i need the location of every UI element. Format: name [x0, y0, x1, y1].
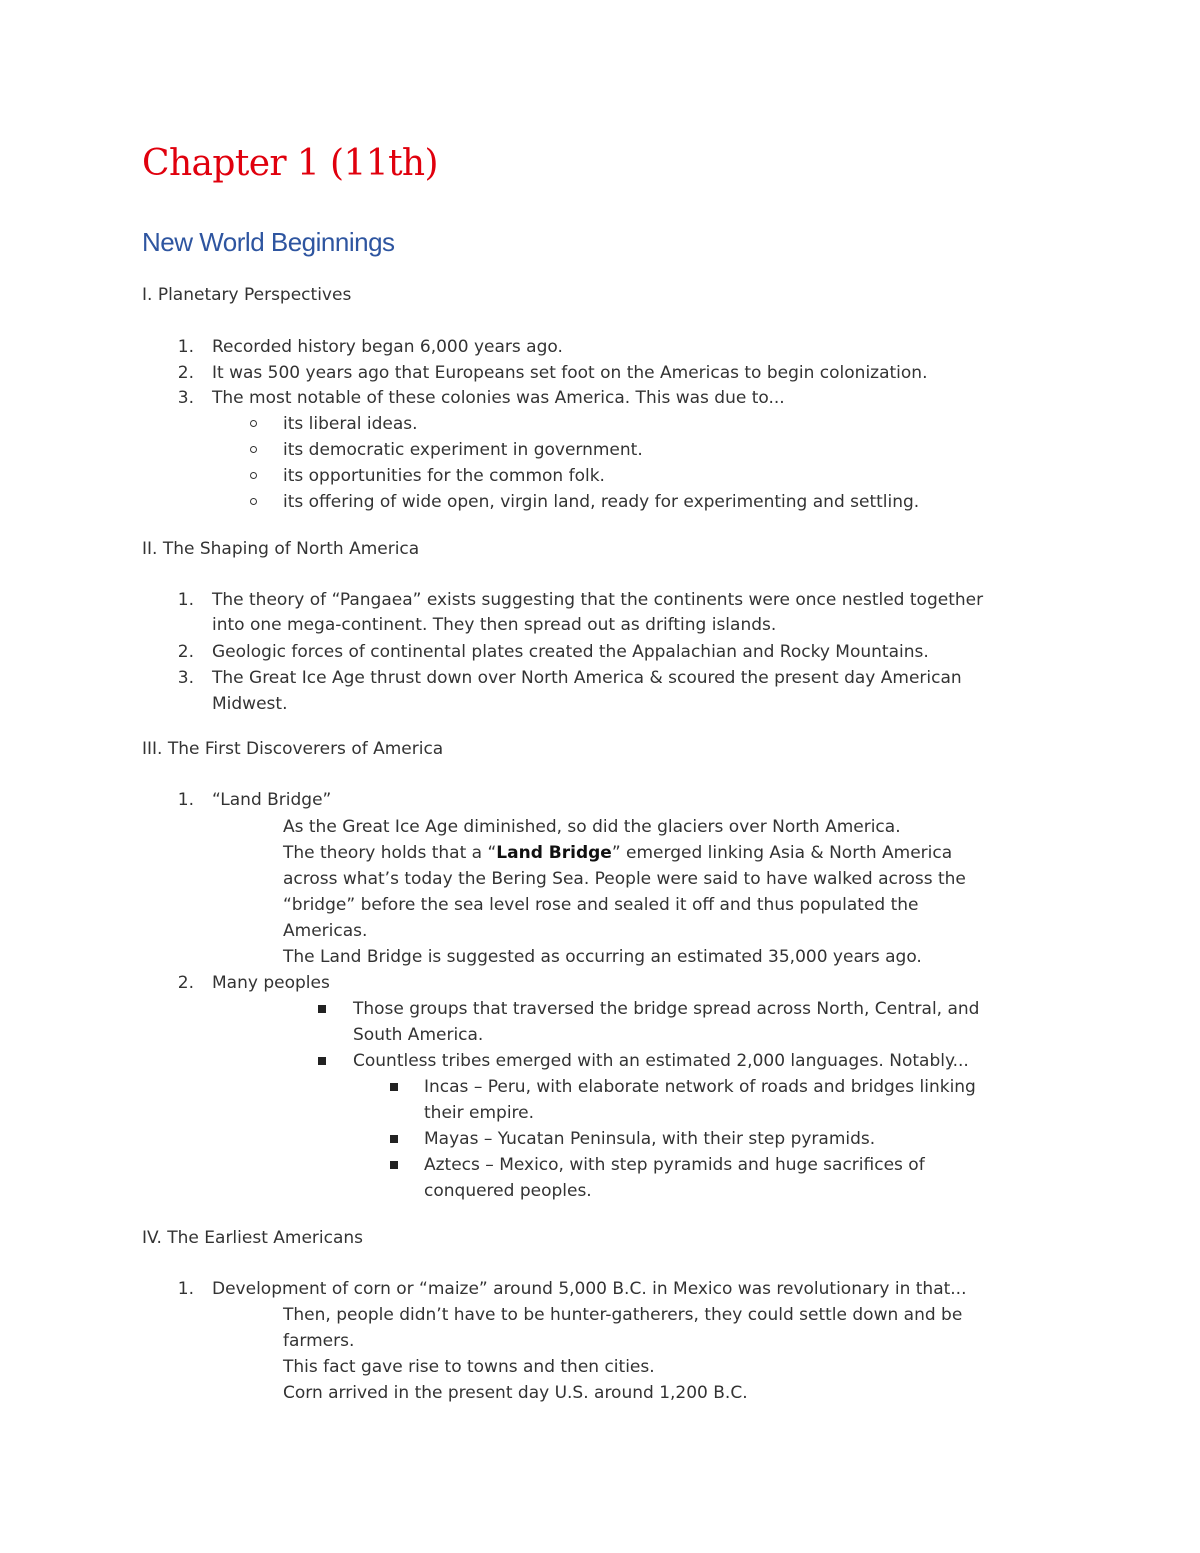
- sub-bullet-item: Incas – Peru, with elaborate network of roads and bridges linking: [424, 1077, 976, 1097]
- list-number: 3.: [177, 388, 194, 408]
- list-item: The theory of “Pangaea” exists suggesting that the continents were once nestled together: [212, 590, 984, 610]
- paragraph-line: Americas.: [283, 921, 368, 941]
- list-number: 1.: [177, 1279, 194, 1299]
- sub-bullet-item-continued: conquered peoples.: [424, 1181, 592, 1201]
- section-heading: IV. The Earliest Americans: [142, 1228, 364, 1248]
- list-item-continued: Midwest.: [212, 694, 288, 714]
- list-item-continued: into one mega-continent. They then spread out as drifting islands.: [212, 615, 777, 635]
- square-bullet-icon: [390, 1161, 398, 1169]
- list-item: Geologic forces of continental plates created the Appalachian and Rocky Mountains.: [212, 642, 929, 662]
- section-heading: II. The Shaping of North America: [142, 539, 420, 559]
- list-item: Development of corn or “maize” around 5,000 B.C. in Mexico was revolutionary in that...: [212, 1279, 967, 1299]
- list-item: It was 500 years ago that Europeans set foot on the Americas to begin colonization.: [212, 363, 928, 383]
- sub-bullet-item-continued: their empire.: [424, 1103, 535, 1123]
- square-bullet-icon: [390, 1083, 398, 1091]
- paragraph-line: As the Great Ice Age diminished, so did the glaciers over North America.: [283, 817, 901, 837]
- paragraph-line: “bridge” before the sea level rose and sealed it off and thus populated the: [283, 895, 919, 915]
- bullet-item: Countless tribes emerged with an estimated 2,000 languages. Notably...: [353, 1051, 969, 1071]
- square-bullet-icon: [318, 1005, 326, 1013]
- paragraph-line: across what’s today the Bering Sea. People were said to have walked across the: [283, 869, 966, 889]
- list-number: 3.: [177, 668, 194, 688]
- hollow-bullet-icon: [250, 446, 257, 453]
- list-number: 2.: [177, 642, 194, 662]
- list-number: 2.: [177, 973, 194, 993]
- bullet-item: its opportunities for the common folk.: [283, 466, 605, 486]
- hollow-bullet-icon: [250, 498, 257, 505]
- paragraph-line: Corn arrived in the present day U.S. around 1,200 B.C.: [283, 1383, 748, 1403]
- list-number: 1.: [177, 790, 194, 810]
- land-bridge-bold: Land Bridge: [496, 843, 612, 863]
- bullet-item: its democratic experiment in government.: [283, 440, 643, 460]
- page-title: Chapter 1 (11th): [142, 143, 438, 184]
- section-heading: I. Planetary Perspectives: [142, 285, 352, 305]
- bullet-item: its offering of wide open, virgin land, ready for experimenting and settling.: [283, 492, 920, 512]
- paragraph-line: The theory holds that a “Land Bridge” emerged linking Asia & North America: [283, 843, 953, 863]
- sub-bullet-item: Aztecs – Mexico, with step pyramids and huge sacrifices of: [424, 1155, 925, 1175]
- paragraph-line: farmers.: [283, 1331, 355, 1351]
- hollow-bullet-icon: [250, 472, 257, 479]
- bullet-item-continued: South America.: [353, 1025, 484, 1045]
- bullet-item: Those groups that traversed the bridge spread across North, Central, and: [353, 999, 980, 1019]
- paragraph-line: The Land Bridge is suggested as occurring an estimated 35,000 years ago.: [283, 947, 922, 967]
- list-number: 1.: [177, 337, 194, 357]
- page-subtitle: New World Beginnings: [142, 227, 395, 257]
- square-bullet-icon: [390, 1135, 398, 1143]
- section-heading: III. The First Discoverers of America: [142, 739, 444, 759]
- list-item: The Great Ice Age thrust down over North America & scoured the present day American: [212, 668, 962, 688]
- list-item: The most notable of these colonies was America. This was due to...: [212, 388, 785, 408]
- list-number: 1.: [177, 590, 194, 610]
- list-item: “Land Bridge”: [212, 790, 332, 810]
- hollow-bullet-icon: [250, 420, 257, 427]
- list-item: Recorded history began 6,000 years ago.: [212, 337, 563, 357]
- paragraph-line: Then, people didn’t have to be hunter-gatherers, they could settle down and be: [283, 1305, 963, 1325]
- list-item: Many peoples: [212, 973, 330, 993]
- paragraph-line: This fact gave rise to towns and then cities.: [283, 1357, 655, 1377]
- list-number: 2.: [177, 363, 194, 383]
- square-bullet-icon: [318, 1057, 326, 1065]
- sub-bullet-item: Mayas – Yucatan Peninsula, with their step pyramids.: [424, 1129, 876, 1149]
- bullet-item: its liberal ideas.: [283, 414, 418, 434]
